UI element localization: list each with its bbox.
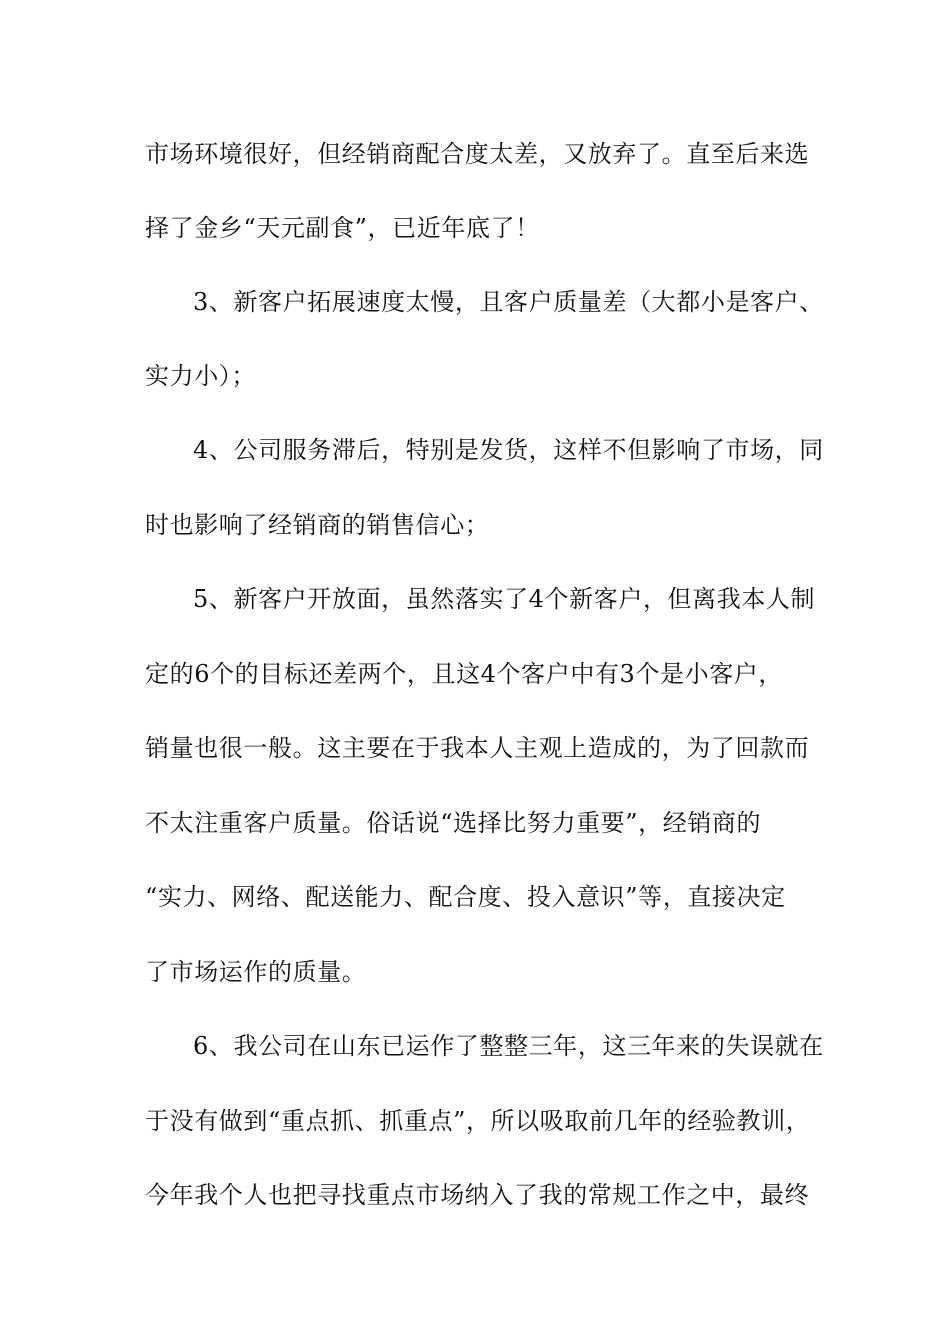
text-line: 时也影响了经销商的销售信心； <box>145 511 490 539</box>
paragraph-6-first-line: 6、我公司在山东已运作了整整三年，这三年来的失误就在 <box>193 1032 824 1060</box>
paragraph-3-first-line: 3、新客户拓展速度太慢，且客户质量差（大都小是客户、 <box>193 288 824 316</box>
text-line: 实力小）； <box>145 362 256 390</box>
text-line: 择了金乡“天元副食”，已近年底了！ <box>145 214 540 242</box>
paragraph-5-first-line: 5、新客户开放面，虽然落实了4个新客户，但离我本人制 <box>193 585 816 613</box>
paragraph-4-first-line: 4、公司服务滞后，特别是发货，这样不但影响了市场，同 <box>193 436 824 464</box>
text-line: 不太注重客户质量。俗话说“选择比努力重要”，经销商的 <box>145 809 762 837</box>
text-line: 于没有做到“重点抓、抓重点”，所以吸取前几年的经验教训， <box>145 1107 811 1135</box>
text-line: 今年我个人也把寻找重点市场纳入了我的常规工作之中，最终 <box>145 1181 810 1209</box>
text-line: 定的6个的目标还差两个，且这4个客户中有3个是小客户， <box>145 660 784 688</box>
text-line: 市场环境很好，但经销商配合度太差，又放弃了。直至后来选 <box>145 140 810 168</box>
text-line: “实力、网络、配送能力、配合度、投入意识”等，直接决定 <box>145 883 786 911</box>
text-line: 了市场运作的质量。 <box>145 958 367 986</box>
text-line: 销量也很一般。这主要在于我本人主观上造成的，为了回款而 <box>145 734 810 762</box>
